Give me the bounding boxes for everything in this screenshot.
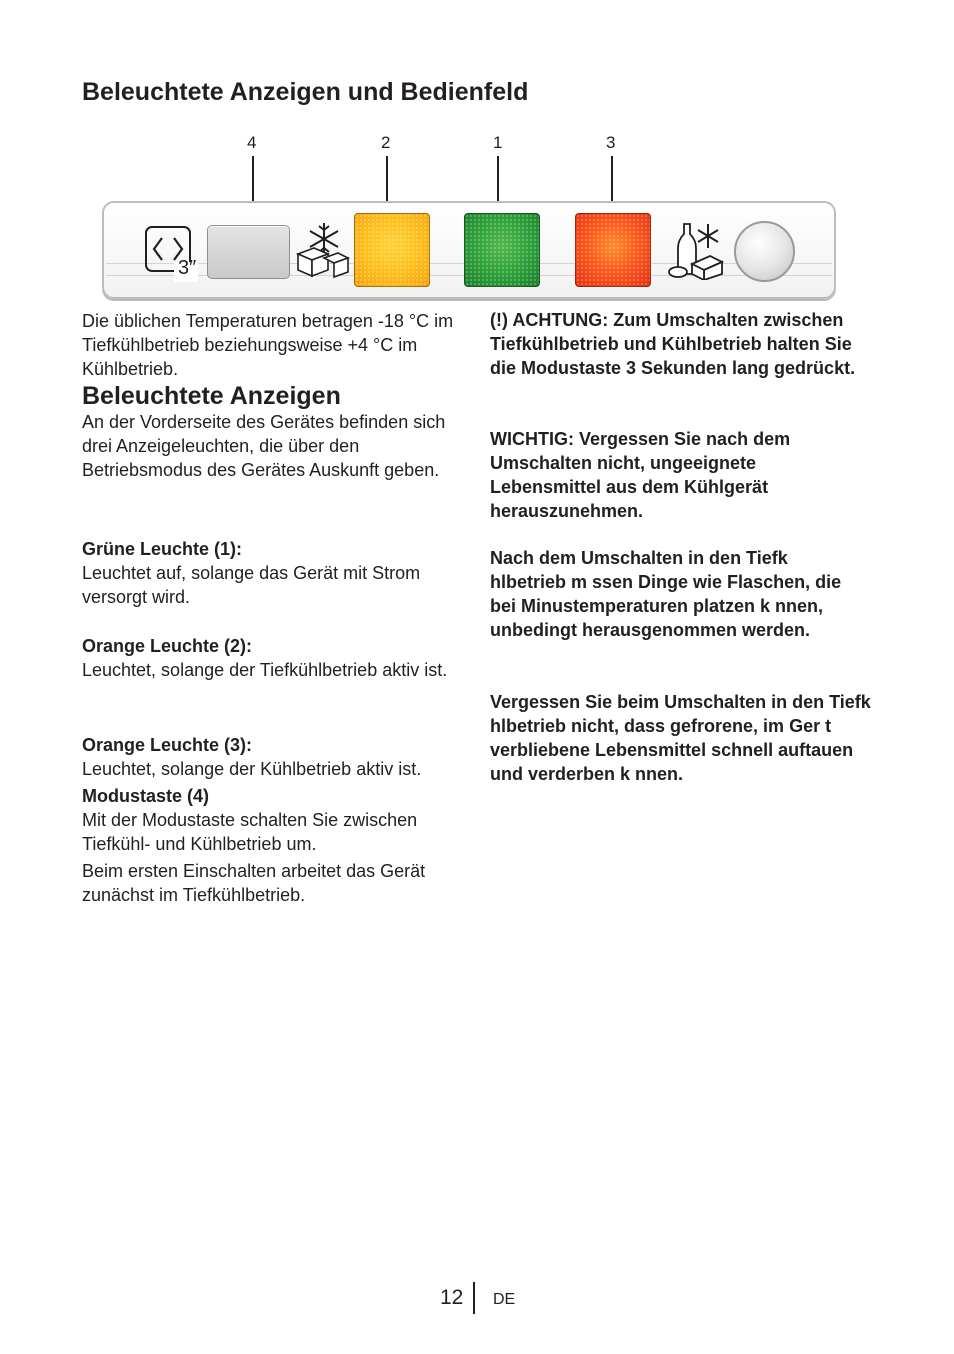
fridge-bottle-icon: [666, 220, 726, 280]
mode-button-text-2: Beim ersten Einschalten arbeitet das Gerät zunächst im Tiefkühlbetrieb.: [82, 861, 426, 905]
warning-remove-food: WICHTIG: Vergessen Sie nach dem Umschalten nicht, ungeeignete Lebensmittel aus dem Kühlgerät herauszunehmen.: [490, 429, 791, 521]
orange2-lamp-text: Leuchtet, solange der Tiefkühlbetrieb aktiv ist.: [82, 660, 448, 680]
warning-switch-mode: (!) ACHTUNG: Zum Umschalten zwischen Tiefkühlbetrieb und Kühlbetrieb halten Sie die Modustaste 3 Sekunden lang gedrückt.: [490, 310, 856, 378]
callout-3: 3: [606, 133, 616, 152]
page-number: 12: [440, 1286, 464, 1309]
mode-button-title: Modustaste (4): [82, 786, 210, 806]
warning-thawing: Vergessen Sie beim Umschalten in den Tiefk hlbetrieb nicht, dass gefrorene, im Ger t verbliebene Lebensmittel schnell auftauen und verderben k nnen.: [490, 692, 871, 784]
page-heading: Beleuchtete Anzeigen und Bedienfeld: [82, 78, 529, 106]
footer-divider: [473, 1282, 475, 1314]
green-lamp-title: Grüne Leuchte (1):: [82, 539, 243, 559]
orange-lamp-fridge: [575, 213, 651, 287]
green-lamp-text: Leuchtet auf, solange das Gerät mit Strom versorgt wird.: [82, 563, 421, 607]
green-lamp-power: [464, 213, 540, 287]
orange3-lamp-text: Leuchtet, solange der Kühlbetrieb aktiv ist.: [82, 759, 422, 779]
callout-2: 2: [381, 133, 391, 152]
control-knob[interactable]: [734, 221, 795, 282]
section-intro: An der Vorderseite des Gerätes befinden sich drei Anzeigeleuchten, die über den Betriebsmodus des Gerätes Auskunft geben.: [82, 412, 446, 480]
orange3-lamp-title: Orange Leuchte (3):: [82, 735, 253, 755]
temperature-intro: Die üblichen Temperaturen betragen -18 °C im Tiefkühlbetrieb beziehungsweise +4 °C im Kühlbetrieb.: [82, 311, 454, 379]
mode-button[interactable]: [207, 225, 290, 279]
mode-timer-label: 3″: [178, 257, 197, 279]
mode-button-text: Mit der Modustaste schalten Sie zwischen Tiefkühl- und Kühlbetrieb um.: [82, 810, 418, 854]
callout-4: 4: [247, 133, 257, 152]
warning-remove-bottles: Nach dem Umschalten in den Tiefk hlbetrieb m ssen Dinge wie Flaschen, die bei Minustemperaturen platzen k nnen, unbedingt herausgenommen werden.: [490, 548, 842, 640]
callout-1: 1: [493, 133, 503, 152]
orange-lamp-freezer: [354, 213, 430, 287]
section-title: Beleuchtete Anzeigen: [82, 382, 341, 410]
orange2-lamp-title: Orange Leuchte (2):: [82, 636, 253, 656]
language-code: DE: [493, 1291, 516, 1308]
freezer-snowflake-icon: [294, 220, 350, 278]
